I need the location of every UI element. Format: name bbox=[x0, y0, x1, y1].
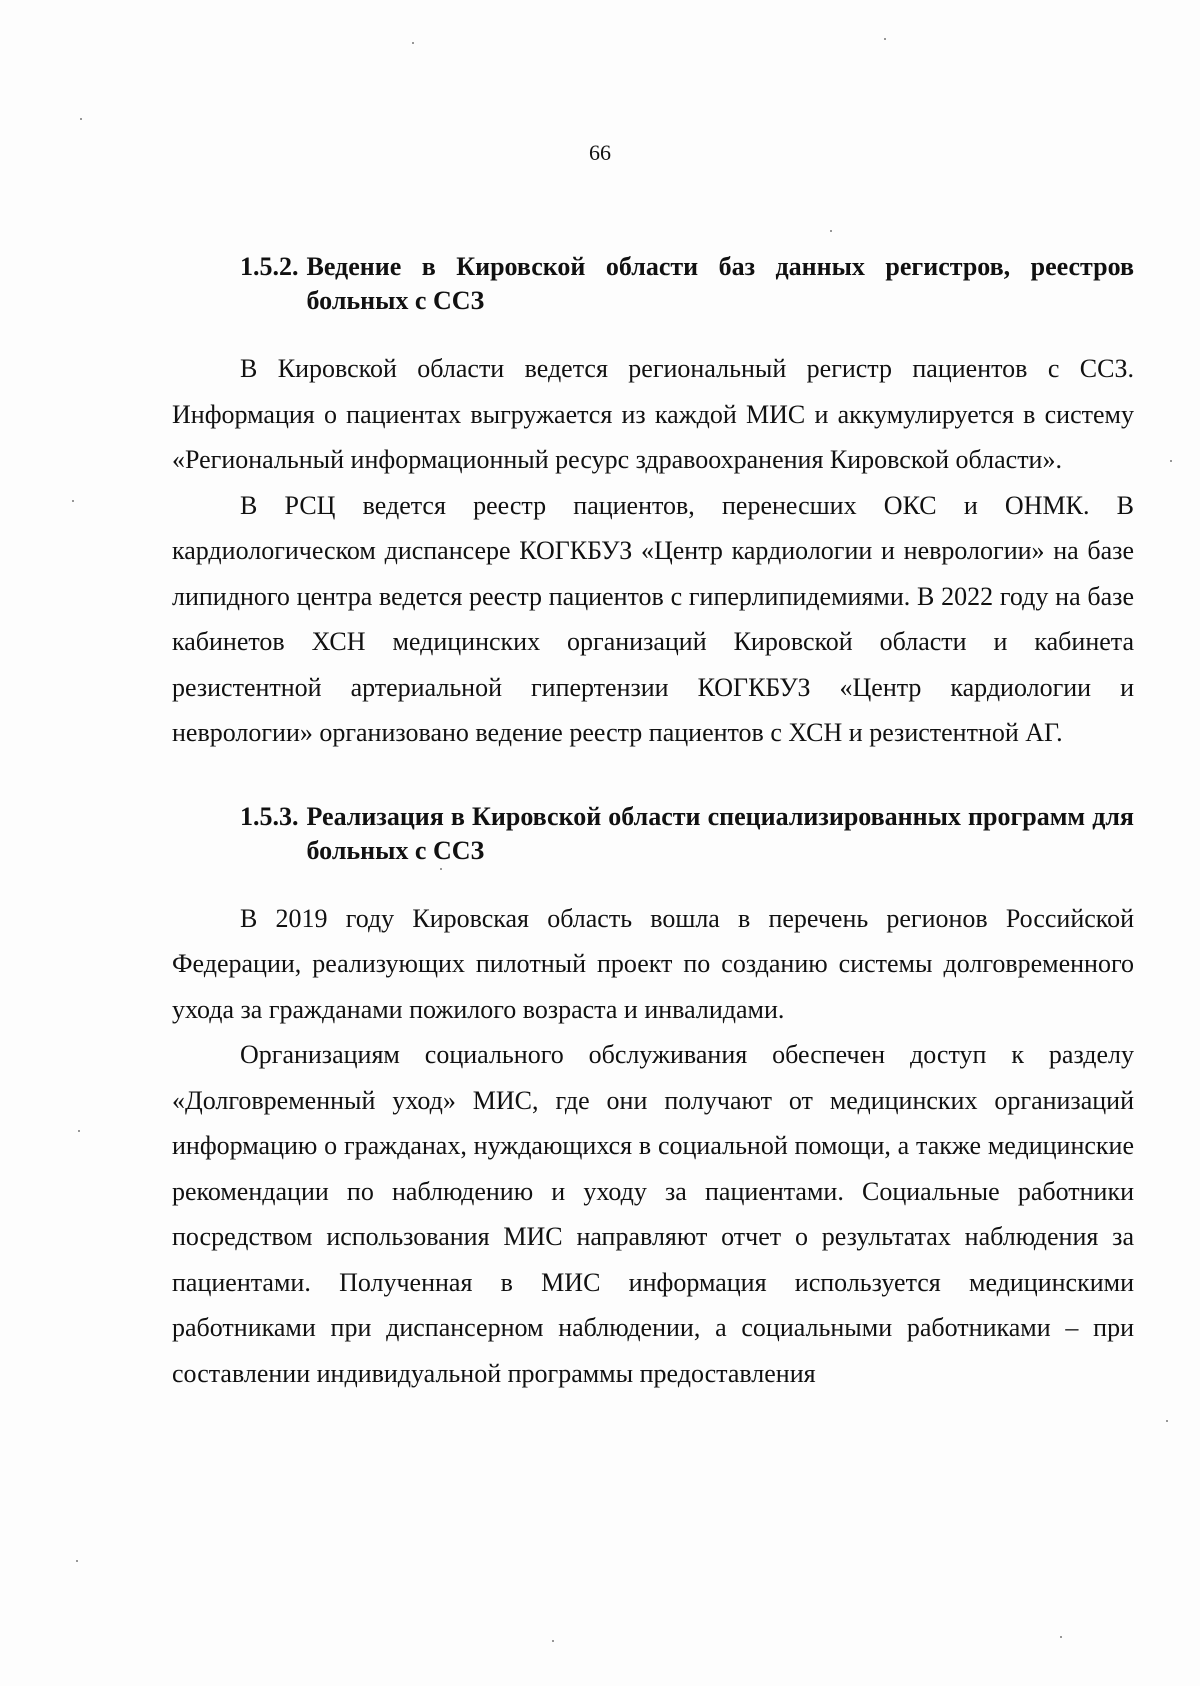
scan-speck bbox=[76, 1560, 78, 1562]
page-number: 66 bbox=[589, 140, 611, 165]
section-title: Ведение в Кировской области баз данных регистров, реестров больных с ССЗ bbox=[306, 252, 1134, 315]
scan-speck bbox=[1060, 1636, 1062, 1638]
section-gap bbox=[172, 756, 1134, 800]
section-number: 1.5.3. bbox=[240, 801, 299, 831]
scan-speck bbox=[884, 38, 886, 40]
section-title: Реализация в Кировской области специализированных программ для больных с ССЗ bbox=[306, 801, 1134, 865]
scan-speck bbox=[1166, 1420, 1168, 1422]
scan-speck bbox=[412, 42, 414, 44]
scan-speck bbox=[552, 1640, 554, 1642]
section-heading-1-5-2 bbox=[172, 250, 1134, 318]
paragraph: В 2019 году Кировская область вошла в перечень регионов Российской Федерации, реализующих пилотный проект по созданию системы долговременного ухода за гражданами пожилого возраста и инвалидами. bbox=[172, 903, 1134, 1024]
scan-speck bbox=[78, 1130, 80, 1132]
document-body bbox=[172, 250, 1134, 1396]
paragraph: В Кировской области ведется региональный регистр пациентов с ССЗ. Информация о пациентах выгружается из каждой МИС и аккумулируется в систему «Региональный информационный ресурс здравоохранения Кировской области». bbox=[172, 354, 1134, 474]
scan-speck bbox=[80, 118, 82, 120]
paragraph: В РСЦ ведется реестр пациентов, перенесших ОКС и ОНМК. В кардиологическом диспансере КОГКБУЗ «Центр кардиологии и неврологии» на базе липидного центра ведется реестр пациентов с гиперлипидемиями. В 2022 году на базе кабинетов ХСН медицинских организаций Кировской области и кабинета резистентной артериальной гипертензии КОГКБУЗ «Центр кардиологии и неврологии» организовано ведение реестр пациентов с ХСН и резистентной АГ. bbox=[172, 490, 1134, 747]
scan-speck bbox=[440, 868, 442, 870]
section-number: 1.5.2. bbox=[240, 252, 299, 281]
scan-speck bbox=[1170, 460, 1172, 462]
section-heading-1-5-3 bbox=[172, 800, 1134, 868]
paragraph: Организациям социального обслуживания обеспечен доступ к разделу «Долговременный уход» МИС, где они получают от медицинских организаций информацию о гражданах, нуждающихся в социальной помощи, а также медицинские рекомендации по наблюдению и уходу за пациентами. Социальные работники посредством использования МИС направляют отчет о результатах наблюдения за пациентами. Полученная в МИС информация используется медицинскими работниками при диспансерном наблюдении, а социальными работниками – при составлении индивидуальной программы предоставления bbox=[172, 1040, 1134, 1388]
scan-speck bbox=[830, 230, 832, 232]
scan-speck bbox=[72, 500, 74, 502]
